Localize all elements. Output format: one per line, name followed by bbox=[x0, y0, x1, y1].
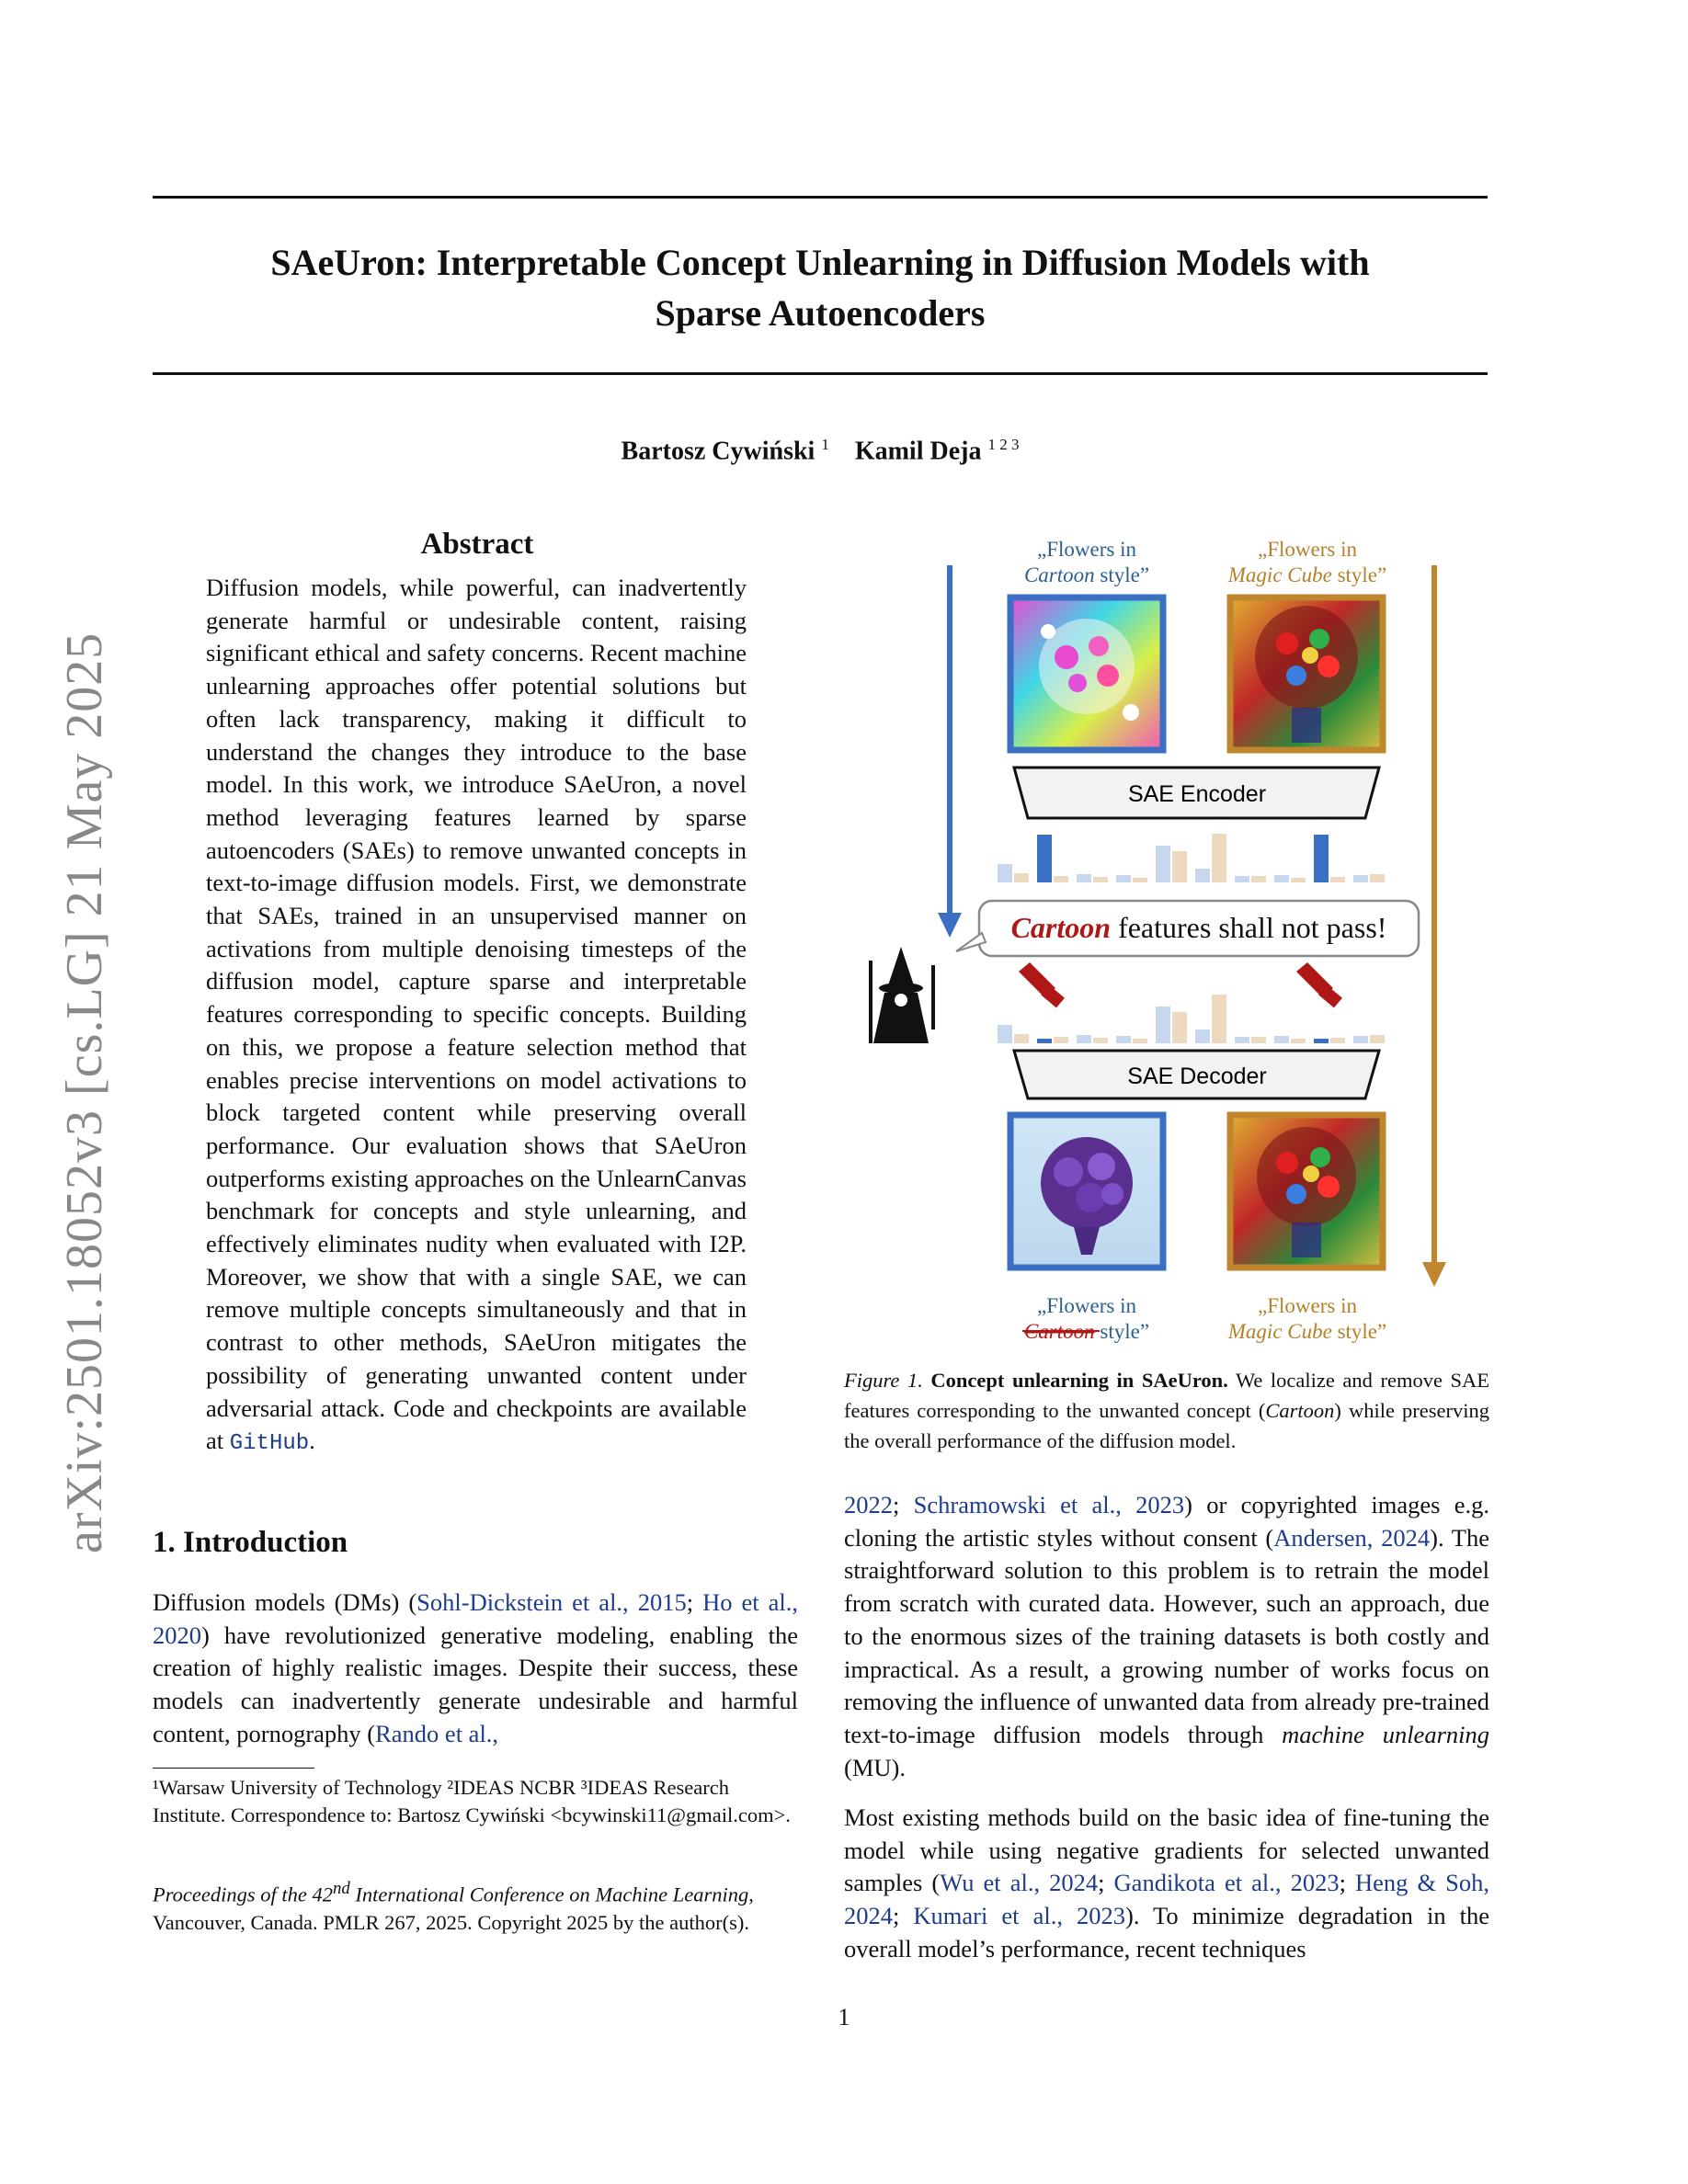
paper-title: SAeUron: Interpretable Concept Unlearning in Diffusion Models with Sparse Autoencoders bbox=[270, 242, 1370, 334]
top-rule bbox=[153, 196, 1488, 199]
abstract-body: Diffusion models, while powerful, can inadvertently generate harmful or undesirable content, raising significant ethical and safety concerns. Recent machine unlearning approaches offer potential solutions but often lack transparency, making it difficult to understand the changes they introduce to the base model. In this work, we introduce SAeUron, a novel method leveraging features learned by sparse autoencoders (SAEs) to remove unwanted concepts in text-to-image diffusion models. First, we demonstrate that SAEs, trained in an unsupervised manner on activations from multiple denoising timesteps of the diffusion model, capture sparse and interpretable features corresponding to specific concepts. Building on this, we propose a feature selection method that enables precise interventions on model activations to block targeted content while preserving overall performance. Our evaluation shows that SAeUron outperforms existing approaches on the UnlearnCanvas benchmark for concepts and style unlearning, and effectively eliminates nudity when evaluated with I2P. Moreover, we show that with a single SAE, we can remove multiple concepts simultaneously and that in contrast to other methods, SAeUron mitigates the possibility of generating unwanted content under adversarial attack. Code and checkpoints are available at GitHub. bbox=[206, 574, 747, 1457]
output-label: Cartoon style” bbox=[1023, 1320, 1150, 1343]
citation-link[interactable]: 2022 bbox=[844, 1491, 893, 1519]
speech-bubble bbox=[956, 901, 1419, 956]
prompt-label: „Flowers in bbox=[1258, 538, 1357, 561]
feature-bar bbox=[1116, 1036, 1131, 1043]
feature-bar bbox=[1370, 874, 1385, 882]
speech-text: Cartoon features shall not pass! bbox=[1010, 911, 1387, 944]
feature-bar bbox=[1133, 1039, 1147, 1043]
figure-concept-unlearning bbox=[864, 529, 1489, 1360]
feature-bar bbox=[1156, 1007, 1170, 1043]
feature-bar bbox=[1314, 1039, 1329, 1043]
feature-bar bbox=[998, 1025, 1012, 1043]
feature-bar bbox=[1235, 876, 1249, 882]
block-icon bbox=[1019, 962, 1342, 1007]
output-label: „Flowers in bbox=[1037, 1294, 1136, 1317]
feature-bar bbox=[1330, 877, 1345, 882]
purple-flowers-image bbox=[1010, 1115, 1163, 1268]
feature-bar bbox=[1251, 1037, 1266, 1043]
magic-cube-flowers-image bbox=[1230, 597, 1383, 750]
orange-arrowhead bbox=[1422, 1262, 1446, 1287]
feature-bar bbox=[1370, 1035, 1385, 1043]
feature-bar bbox=[1116, 875, 1131, 882]
affiliation-footnote: ¹Warsaw University of Technology ²IDEAS NCBR ³IDEAS Research Institute. Correspondence to: Bartosz Cywiński <bcywinski11@gmail.com>. bbox=[153, 1776, 791, 1826]
encoder-feature-bars bbox=[998, 834, 1385, 882]
author-name: Kamil Deja bbox=[854, 437, 982, 466]
output-label: Magic Cube style” bbox=[1227, 1320, 1387, 1343]
right-paragraph: 2022; Schramowski et al., 2023) or copyrighted images e.g. cloning the artistic styles without consent (Andersen, 2024). The straightforward solution to this problem is to retrain the model from scratch with curated data. However, such an approach, due to the enormous sizes of the training datasets is both costly and impractical. As a result, a growing number of works focus on removing the influence of unwanted data from already pre-trained text-to-image diffusion models through machine unlearning (MU). bbox=[844, 1491, 1489, 1781]
citation-link[interactable]: Kumari et al., 2023 bbox=[913, 1902, 1126, 1930]
feature-bar bbox=[1093, 1038, 1108, 1043]
feature-bar bbox=[1353, 1036, 1368, 1043]
sae-decoder-label: SAE Decoder bbox=[1127, 1064, 1267, 1089]
blue-arrowhead bbox=[938, 913, 962, 938]
affiliation-mark: 1 bbox=[821, 436, 829, 453]
feature-bar bbox=[1291, 878, 1306, 882]
author-list bbox=[153, 436, 1488, 466]
citation-link[interactable]: Wu et al., 2024 bbox=[940, 1869, 1099, 1897]
feature-bar bbox=[1353, 875, 1368, 882]
feature-bar bbox=[1037, 1039, 1052, 1043]
feature-bar bbox=[1054, 876, 1068, 882]
prompt-label: „Flowers in bbox=[1037, 538, 1136, 561]
right-paragraph: Most existing methods build on the basic idea of fine-tuning the model while using negative gradients for selected unwanted samples (Wu et al., 2024; Gandikota et al., 2023; Heng & Soh, 2024; Kumari et al., 2023). To minimize degradation in the overall model’s performance, recent techniques bbox=[844, 1803, 1490, 1962]
citation-link[interactable]: Sohl-Dickstein et al., bbox=[416, 1588, 629, 1616]
title-bottom-rule bbox=[153, 372, 1488, 375]
feature-bar bbox=[1077, 874, 1091, 882]
citation-link[interactable]: Heng & Soh, 2024 bbox=[844, 1869, 1489, 1930]
citation-link[interactable]: Rando et al., bbox=[375, 1719, 499, 1747]
feature-bar bbox=[1054, 1037, 1068, 1043]
feature-bar bbox=[1314, 835, 1329, 882]
citation-link[interactable]: Gandikota et al., 2023 bbox=[1113, 1869, 1340, 1897]
feature-bar bbox=[1037, 835, 1052, 882]
feature-bar bbox=[1235, 1037, 1249, 1043]
wizard-icon bbox=[871, 947, 933, 1043]
citation-link[interactable]: Schramowski et al., 2023 bbox=[913, 1491, 1185, 1519]
github-link[interactable]: GitHub bbox=[229, 1431, 310, 1457]
prompt-label: Magic Cube style” bbox=[1227, 563, 1387, 586]
feature-bar bbox=[1093, 877, 1108, 882]
feature-bar bbox=[998, 864, 1012, 882]
footnote-rule bbox=[153, 1768, 314, 1769]
citation-link[interactable]: 2020 bbox=[153, 1621, 201, 1649]
proceedings-note: Proceedings of the 42nd International Conference on Machine Learning, Vancouver, Canada. PMLR 267, 2025. Copyright 2025 by the author(s). bbox=[153, 1879, 754, 1934]
author-name: Bartosz Cywiński bbox=[621, 437, 815, 466]
page-number: 1 bbox=[838, 2004, 850, 2030]
feature-bar bbox=[1291, 1039, 1306, 1043]
sae-encoder-label: SAE Encoder bbox=[1127, 781, 1267, 807]
feature-bar bbox=[1212, 995, 1226, 1043]
feature-bar bbox=[1195, 869, 1210, 882]
feature-bar bbox=[1274, 1036, 1289, 1043]
abstract-heading: Abstract bbox=[420, 528, 534, 561]
feature-bar bbox=[1195, 1029, 1210, 1043]
section-heading: 1. Introduction bbox=[153, 1526, 348, 1559]
feature-bar bbox=[1133, 878, 1147, 882]
arxiv-identifier: arXiv:2501.18052v3 [cs.LG] 21 May 2025 bbox=[56, 631, 113, 1553]
intro-paragraph: Diffusion models (DMs) (Sohl-Dickstein et al., 2015; Ho et al., 2020) have revolutionized generative modeling, enabling the creation of highly realistic images. Despite their success, these models can inadvertently generate undesirable and harmful content, pornography (Rando et al., bbox=[153, 1588, 799, 1747]
feature-bar bbox=[1172, 851, 1187, 882]
figure-caption: Figure 1. Concept unlearning in SAeUron. We localize and remove SAE features corresponding to the unwanted concept (Cartoon) while preserving the overall performance of the diffusion model. bbox=[844, 1369, 1489, 1452]
feature-bar bbox=[1156, 846, 1170, 882]
prompt-label: Cartoon style” bbox=[1023, 563, 1150, 586]
feature-bar bbox=[1251, 876, 1266, 882]
feature-bar bbox=[1172, 1012, 1187, 1043]
citation-link[interactable]: Ho et al., bbox=[702, 1588, 799, 1616]
citation-link[interactable]: 2015 bbox=[637, 1588, 687, 1616]
feature-bar bbox=[1274, 875, 1289, 882]
output-label: „Flowers in bbox=[1258, 1294, 1357, 1317]
feature-bar bbox=[1014, 873, 1029, 882]
feature-bar bbox=[1014, 1034, 1029, 1043]
cartoon-flowers-image bbox=[1010, 597, 1163, 750]
feature-bar bbox=[1330, 1038, 1345, 1043]
feature-bar bbox=[1077, 1035, 1091, 1043]
affiliation-mark: 1 2 3 bbox=[987, 436, 1020, 453]
feature-bar bbox=[1212, 834, 1226, 882]
magic-cube-flowers-image-output bbox=[1230, 1115, 1383, 1268]
citation-link[interactable]: Andersen, 2024 bbox=[1273, 1523, 1431, 1552]
